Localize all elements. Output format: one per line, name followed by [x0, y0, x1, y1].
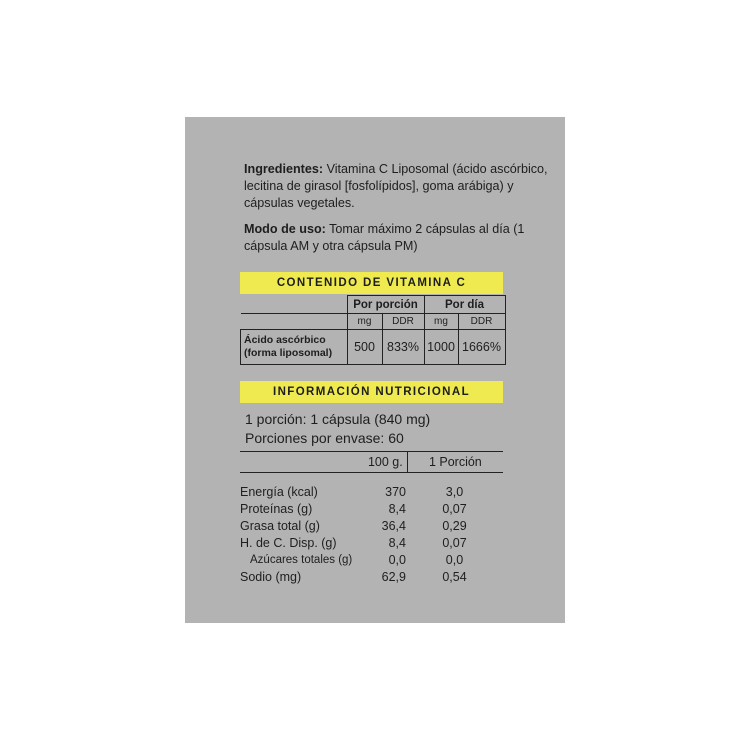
usage-body: Tomar máximo 2 cápsulas al día (1 cápsula AM y otra cápsula PM)	[244, 222, 525, 253]
nutrition-row	[240, 569, 503, 586]
nutrition-row-per100: 370	[385, 485, 406, 499]
nutrition-row-name: Grasa total (g)	[240, 519, 320, 533]
vitamin-portion-mg: 500	[347, 330, 382, 365]
vitamin-table-blank	[241, 296, 348, 314]
nutrition-header-blank	[240, 452, 361, 472]
portion-info	[245, 410, 430, 448]
nutrition-row-per100: 0,0	[388, 553, 406, 567]
nutrition-table-header	[240, 452, 503, 473]
nutrition-row	[240, 552, 503, 569]
usage-label: Modo de uso:	[244, 222, 326, 236]
portion-line: 1 porción: 1 cápsula (840 mg)	[245, 411, 431, 427]
vitamin-unit-ddr-1: DDR	[382, 314, 424, 330]
nutrition-rows	[240, 484, 503, 586]
vitamin-row-name-line2: (forma liposomal)	[244, 347, 333, 359]
vitamin-day-ddr: 1666%	[458, 330, 505, 365]
nutrition-row-per100: 8,4	[388, 536, 406, 550]
vitamin-unit-mg-2: mg	[424, 314, 458, 330]
nutrition-row-per-portion: 0,0	[445, 553, 464, 567]
nutrition-row	[240, 535, 503, 552]
servings-line: Porciones por envase: 60	[245, 430, 404, 446]
vitamin-col-per-day: Por día	[424, 296, 505, 314]
vitamin-row-name-line1: Ácido ascórbico	[244, 334, 326, 346]
nutrition-col-portion: 1 Porción	[407, 452, 503, 472]
nutrition-section-title: INFORMACIÓN NUTRICIONAL	[240, 381, 503, 403]
nutrition-row-per-portion: 0,29	[442, 519, 467, 533]
nutrition-table	[240, 451, 503, 586]
vitamin-col-per-portion: Por porción	[347, 296, 424, 314]
nutrition-row	[240, 518, 503, 535]
nutrition-row-per-portion: 0,07	[442, 502, 467, 516]
ingredients-text	[244, 161, 554, 212]
vitamin-section-title: CONTENIDO DE VITAMINA C	[240, 272, 503, 294]
vitamin-table-blank-2	[241, 314, 348, 330]
nutrition-row-name: Sodio (mg)	[240, 570, 302, 584]
vitamin-unit-ddr-2: DDR	[458, 314, 505, 330]
nutrition-row-per-portion: 0,54	[442, 570, 467, 584]
nutrition-row-name: Azúcares totales (g)	[250, 554, 353, 566]
nutrition-row	[240, 484, 503, 501]
nutrition-row-name: Energía (kcal)	[240, 485, 318, 499]
nutrition-row-name: H. de C. Disp. (g)	[240, 536, 337, 550]
nutrition-row-per100: 62,9	[381, 570, 406, 584]
vitamin-portion-ddr: 833%	[382, 330, 424, 365]
ingredients-label: Ingredientes:	[244, 162, 324, 176]
nutrition-row	[240, 501, 503, 518]
nutrition-row-per100: 36,4	[381, 519, 406, 533]
vitamin-row-name	[241, 330, 348, 365]
ingredients-body: Vitamina C Liposomal (ácido ascórbico, lecitina de girasol [fosfolípidos], goma arábiga) y cápsulas vegetales.	[244, 162, 548, 210]
nutrition-label-panel	[185, 117, 565, 623]
nutrition-row-per-portion: 0,07	[442, 536, 467, 550]
nutrition-row-per-portion: 3,0	[445, 485, 464, 499]
vitamin-table	[240, 295, 506, 365]
nutrition-col-100g: 100 g.	[367, 455, 403, 469]
nutrition-row-name: Proteínas (g)	[240, 502, 313, 516]
usage-text	[244, 221, 554, 255]
vitamin-day-mg: 1000	[424, 330, 458, 365]
nutrition-row-per100: 8,4	[388, 502, 406, 516]
vitamin-unit-mg-1: mg	[347, 314, 382, 330]
